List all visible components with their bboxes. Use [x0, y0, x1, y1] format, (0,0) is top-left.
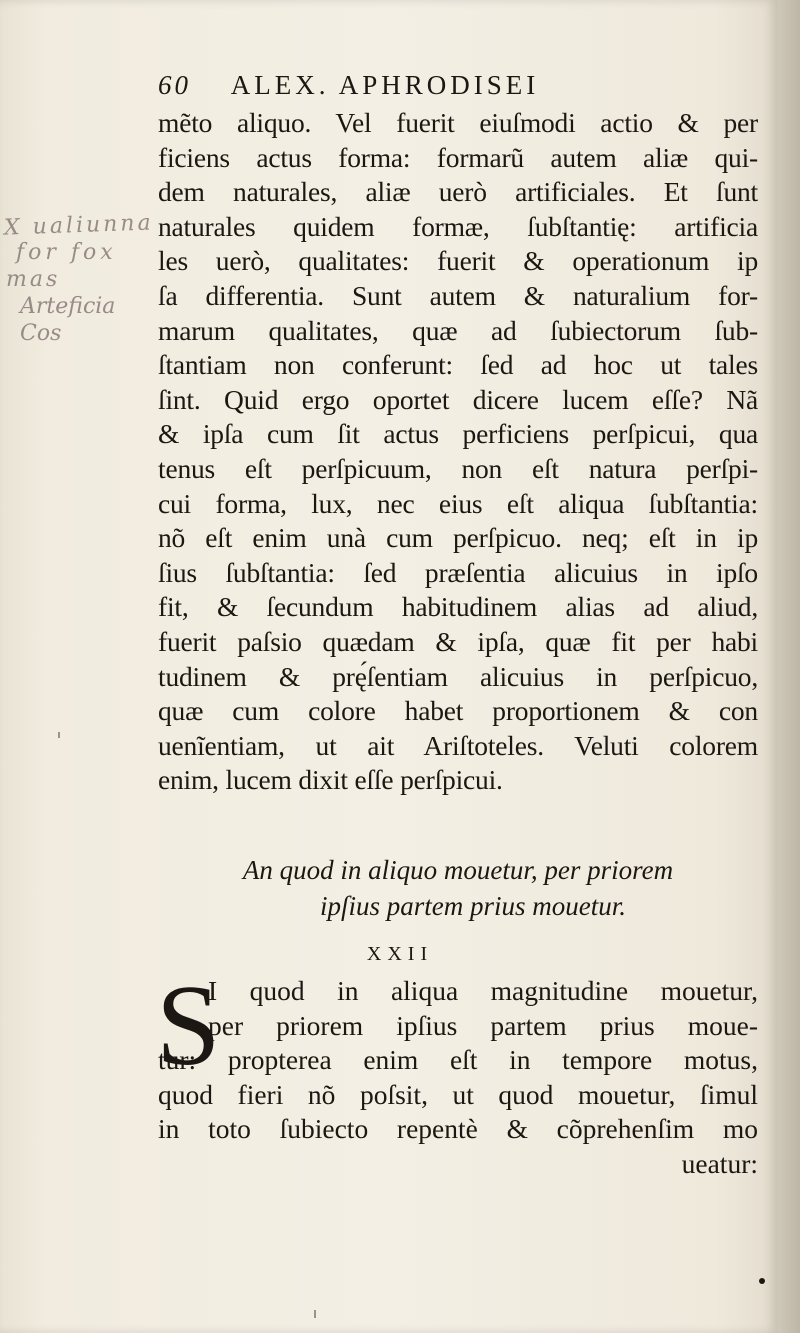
text-line: ſint. Quid ergo oportet dicere lucem eſſe? Nã [158, 383, 758, 415]
text-line: in toto ſubiecto repentè & cõprehenſim mo [158, 1113, 758, 1145]
text-line: ſtantiam non conferunt: ſed ad hoc ut tales [158, 349, 758, 381]
text-line: enim, lucem dixit eſſe perſpicui. [158, 764, 503, 796]
paper-speck [314, 1310, 316, 1318]
ink-dot [759, 1278, 765, 1284]
drop-cap: S [156, 962, 221, 1090]
text-line: marum qualitates, quæ ad ſubiectorum ſub- [158, 314, 758, 346]
text-line: ueatur: [681, 1147, 758, 1179]
running-head-title: ALEX. APHRODISEI [230, 70, 540, 100]
text-line: ſa differentia. Sunt autem & naturalium for- [158, 279, 758, 311]
text-line: I quod in aliqua magnitudine mouetur, [208, 975, 758, 1006]
text-line: tur: propterea enim eſt in tempore motus, [158, 1044, 758, 1076]
marginal-note: for fox [16, 240, 117, 265]
body-text-paragraph [156, 962, 758, 1182]
text-line: les uerò, qualitates: fuerit & operationum ip [158, 245, 758, 277]
marginal-note: Arteficia [20, 294, 116, 319]
page-number: 60 [158, 70, 191, 100]
text-line: per priorem ipſius partem prius moue- [208, 1009, 758, 1041]
running-header [158, 70, 539, 101]
text-line: ſius ſubſtantia: ſed præſentia alicuius in ipſo [158, 556, 758, 588]
marginal-note: mas [6, 267, 61, 292]
text-line: nõ eſt enim unà cum perſpicuo. neq; eſt in ip [158, 522, 758, 554]
chapter-number: XXII [366, 943, 434, 965]
section-heading-line: ipſius partem prius mouetur. [319, 891, 627, 921]
text-line: fuerit paſsio quædam & ipſa, quæ fit per habi [158, 625, 758, 657]
text-line: quæ cum colore habet proportionem & con [158, 695, 758, 727]
text-line: ficiens actus forma: formarũ autem aliæ qui- [158, 141, 758, 173]
text-line: dem naturales, aliæ uerò artificiales. Et ſunt [158, 176, 758, 208]
text-line: tudinem & prę́ſentiam alicuius in perſpicuo, [158, 660, 758, 692]
text-line: cui forma, lux, nec eius eſt aliqua ſubſtantia: [158, 487, 758, 519]
text-line: naturales quidem formæ, ſubſtantię: artificia [158, 210, 758, 242]
marginal-note: X ualiunna [3, 210, 155, 241]
marginal-note: Cos [20, 321, 62, 346]
section-heading-line: An quod in aliquo mouetur, per priorem [242, 855, 674, 885]
text-line: uenĩentiam, ut ait Ariſtoteles. Veluti colorem [158, 729, 758, 761]
text-line: & ipſa cum ſit actus perficiens perſpicui, qua [158, 418, 758, 450]
page-edge [778, 0, 800, 1333]
section-heading [158, 852, 758, 924]
text-line: tenus eſt perſpicuum, non eſt natura perſpi- [158, 452, 758, 484]
body-text-paragraph [158, 106, 758, 798]
marginal-notes [4, 212, 154, 347]
text-line: quod fieri nõ poſsit, ut quod mouetur, ſimul [158, 1078, 758, 1110]
paper-speck [58, 732, 60, 738]
text-line: mẽto aliquo. Vel fuerit eiuſmodi actio & per [158, 107, 758, 138]
text-line: fit, & ſecundum habitudinem alias ad aliud, [158, 591, 758, 623]
